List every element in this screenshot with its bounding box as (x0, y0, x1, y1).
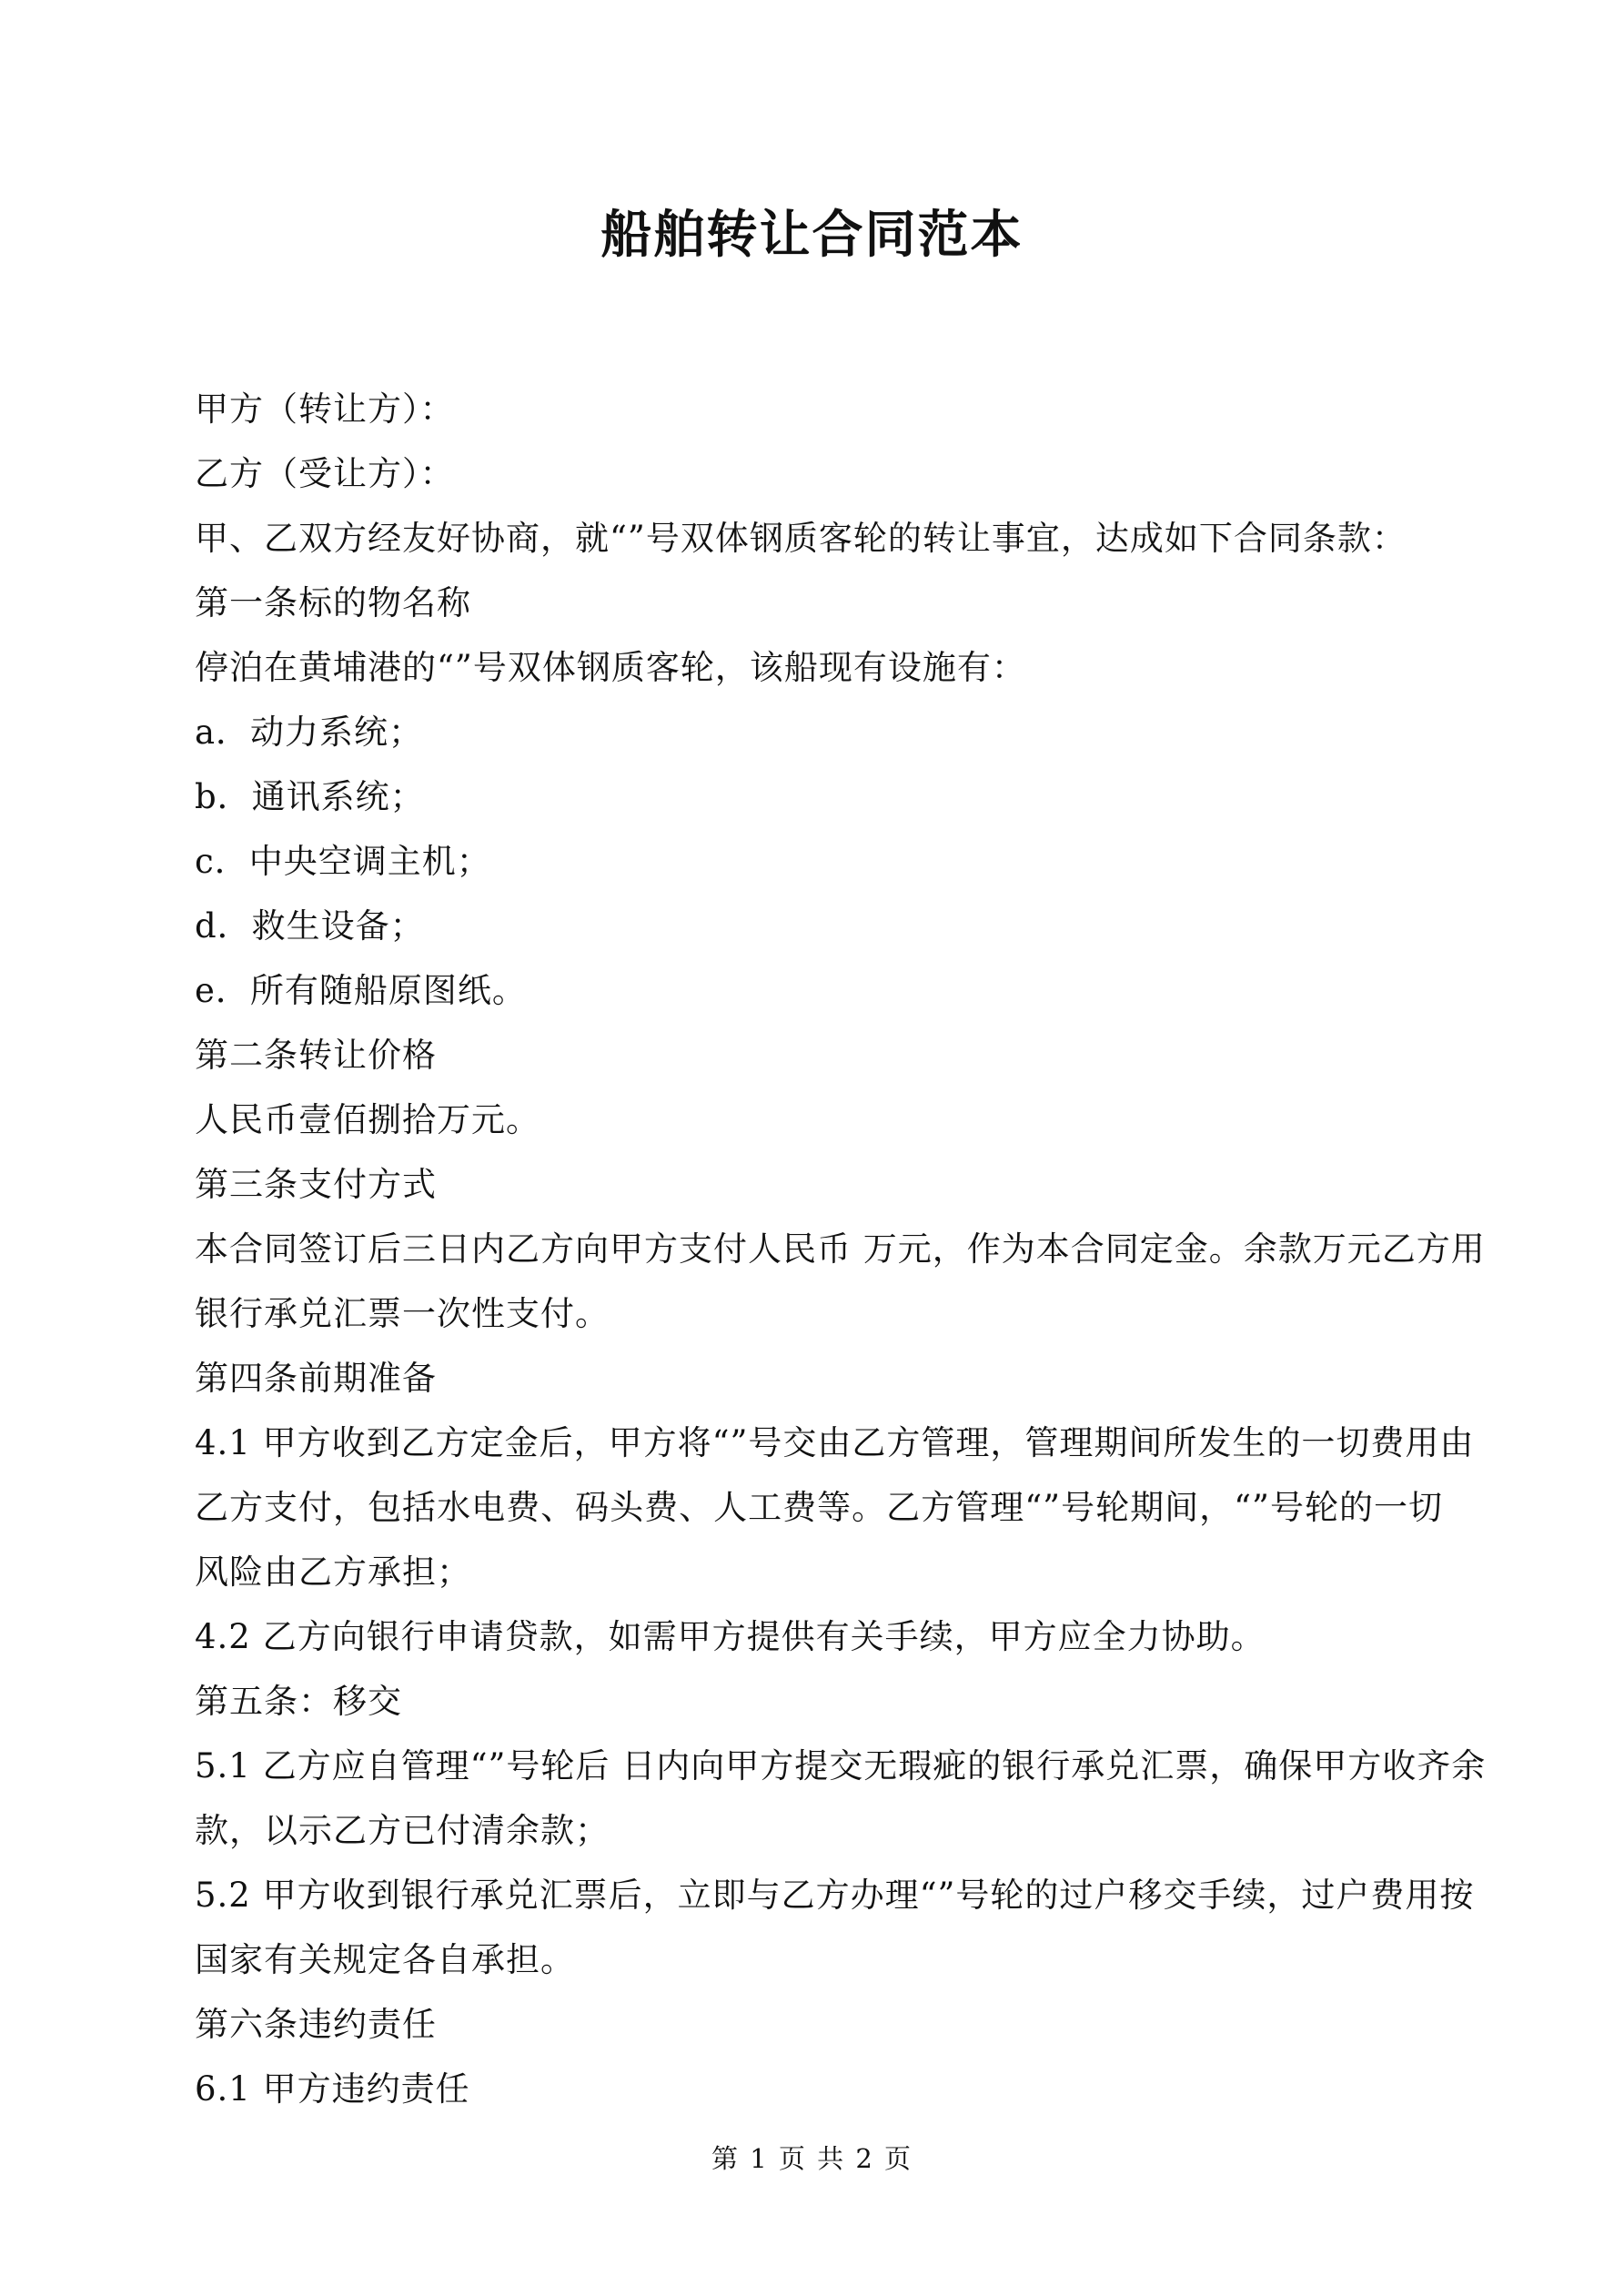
clause-6-1: 6.1 甲方违约责任 (195, 2069, 470, 2109)
document-title: 船舶转让合同范本 (600, 205, 1024, 265)
article-1-text: 停泊在黄埔港的“”号双体钢质客轮，该船现有设施有： (195, 648, 1026, 687)
page-number: 第 1 页 共 2 页 (711, 2143, 913, 2174)
list-item-b: b．通讯系统； (195, 777, 425, 816)
list-item-c: c．中央空调主机； (195, 842, 491, 881)
article-3-heading: 第三条支付方式 (195, 1165, 437, 1204)
clause-4-1-line: 风险由乙方承担； (195, 1553, 471, 1592)
list-item-d: d．救生设备； (195, 906, 425, 946)
party-a-line: 甲方（转让方）： (195, 389, 455, 429)
article-3-text-line: 银行承兑汇票一次性支付。 (195, 1294, 610, 1333)
clause-5-1-line: 5.1 乙方应自管理“”号轮后 日内向甲方提交无瑕疵的银行承兑汇票，确保甲方收齐余 (195, 1746, 1487, 1785)
article-5-heading: 第五条：移交 (195, 1682, 402, 1721)
article-2-text: 人民币壹佰捌拾万元。 (195, 1100, 540, 1139)
clause-4-1-line: 乙方支付，包括水电费、码头费、人工费等。乙方管理“”号轮期间，“”号轮的一切 (195, 1488, 1443, 1527)
party-b-line: 乙方（受让方）： (195, 454, 455, 493)
clause-5-2-line: 5.2 甲方收到银行承兑汇票后，立即与乙方办理“”号轮的过户移交手续，过户费用按 (195, 1876, 1475, 1915)
article-3-text-line: 本合同签订后三日内乙方向甲方支付人民币 万元，作为本合同定金。余款万元乙方用 (195, 1229, 1486, 1269)
clause-4-1-line: 4.1 甲方收到乙方定金后，甲方将“”号交由乙方管理，管理期间所发生的一切费用由 (195, 1423, 1475, 1462)
article-6-heading: 第六条违约责任 (195, 2005, 437, 2044)
list-item-a: a．动力系统； (195, 713, 424, 752)
preamble-paragraph: 甲、乙双方经友好协商，就“”号双体钢质客轮的转让事宜，达成如下合同条款： (195, 519, 1407, 558)
clause-5-2-line: 国家有关规定各自承担。 (195, 1940, 575, 1979)
document-body (195, 377, 1487, 2121)
article-2-heading: 第二条转让价格 (195, 1036, 437, 1075)
article-1-heading: 第一条标的物名称 (195, 583, 471, 622)
article-4-heading: 第四条前期准备 (195, 1359, 437, 1398)
clause-4-2: 4.2 乙方向银行申请贷款，如需甲方提供有关手续，甲方应全力协助。 (195, 1617, 1266, 1656)
clause-5-1-line: 款，以示乙方已付清余款； (195, 1811, 610, 1850)
list-item-e: e．所有随船原图纸。 (195, 971, 527, 1010)
